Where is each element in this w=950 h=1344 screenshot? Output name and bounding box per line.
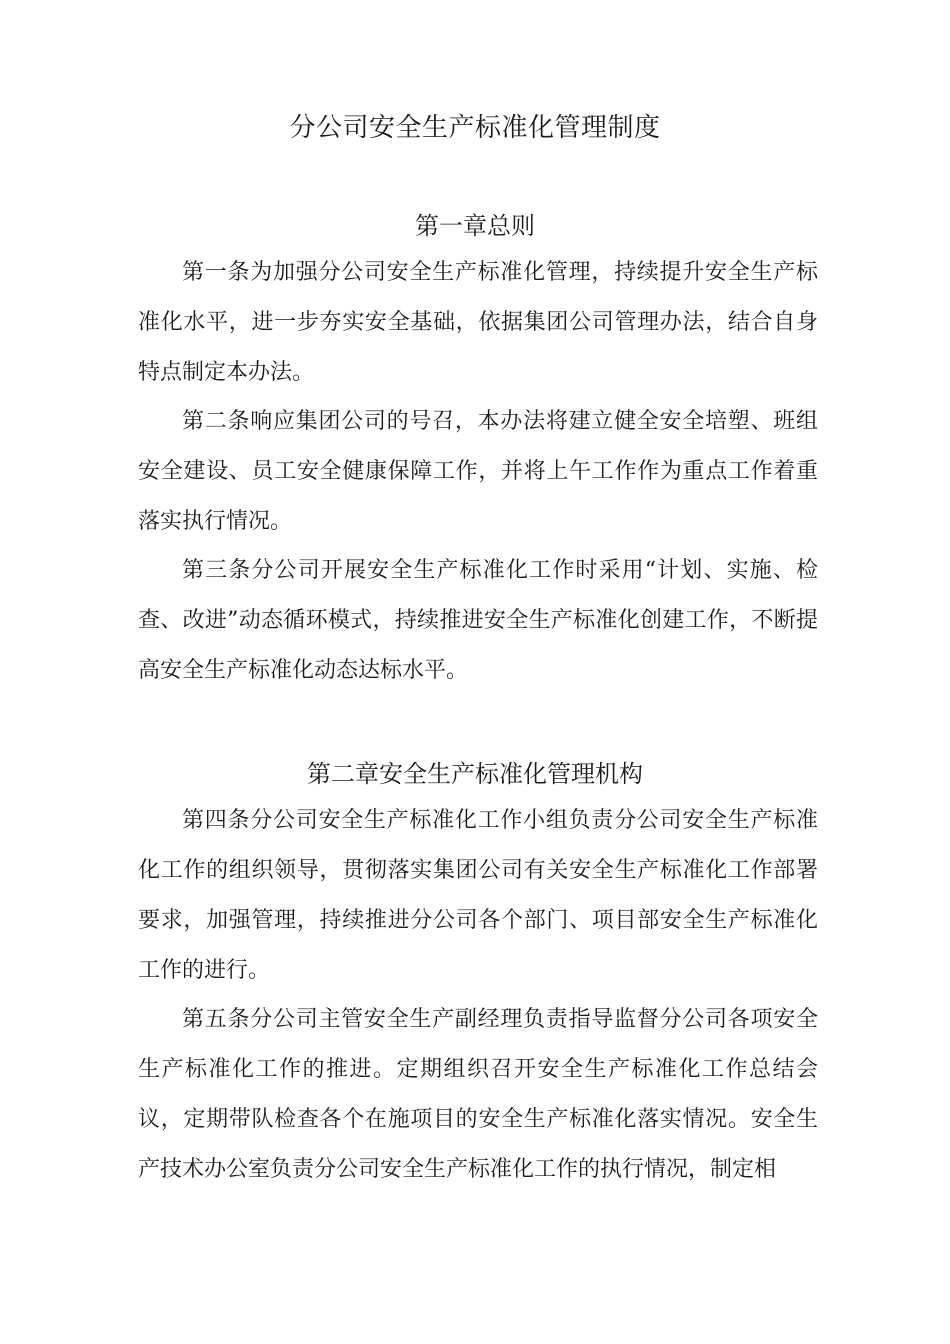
document-title: 分公司安全生产标准化管理制度: [289, 113, 661, 143]
article-2: 第二条响应集团公司的号召，本办法将建立健全安全培塑、班组安全建设、员工安全健康保障工作，并将上午工作作为重点工作着重落实执行情况。: [138, 409, 818, 534]
article-3: 第三条分公司开展安全生产标准化工作时采用“计划、实施、检查、改进”动态循环模式，持续推进安全生产标准化创建工作，不断提高安全生产标准化动态达标水平。: [138, 558, 818, 683]
chapter-2-heading: 第二章安全生产标准化管理机构: [307, 760, 643, 788]
article-1: 第一条为加强分公司安全生产标准化管理，持续提升安全生产标准化水平，进一步夯实安全基础，依据集团公司管理办法，结合自身特点制定本办法。: [138, 260, 818, 385]
article-4: 第四条分公司安全生产标准化工作小组负责分公司安全生产标准化工作的组织领导，贯彻落实集团公司有关安全生产标准化工作部署要求，加强管理，持续推进分公司各个部门、项目部安全生产标准化工作的进行。: [138, 808, 818, 983]
article-5: 第五条分公司主管安全生产副经理负责指导监督分公司各项安全生产标准化工作的推进。定期组织召开安全生产标准化工作总结会议，定期带队检查各个在施项目的安全生产标准化落实情况。安全生产技术办公室负责分公司安全生产标准化工作的执行情况，制定相: [138, 1007, 818, 1182]
chapter-1-heading: 第一章总则: [415, 212, 535, 240]
